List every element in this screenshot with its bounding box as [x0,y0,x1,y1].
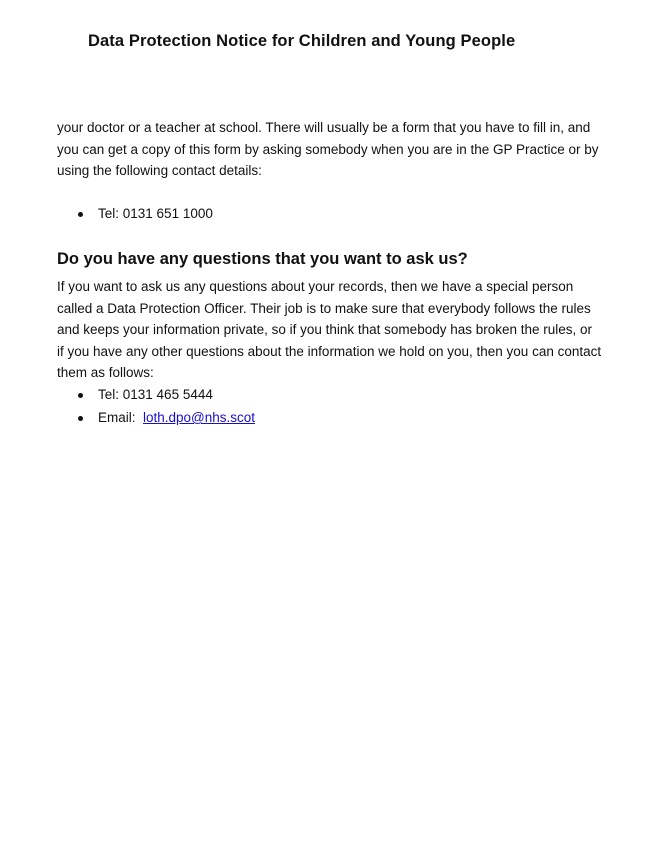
bullet-icon [78,212,83,217]
intro-paragraph: your doctor or a teacher at school. There will usually be a form that you have to fill in, and you can get a copy of this form by asking somebody when you are in the GP Practice or by using the following contact details: [57,120,599,178]
bullet-icon [78,393,83,398]
tel-label: Tel: [98,206,123,221]
contact-list-gp [76,204,213,227]
list-item [76,385,255,408]
tel-value: 0131 651 1000 [122,206,213,221]
list-item [76,408,255,431]
document-title: Data Protection Notice for Children and Young People [88,32,516,50]
questions-heading: Do you have any questions that you want to ask us? [57,250,468,268]
tel-label: Tel: [98,387,123,402]
list-item [76,204,213,227]
tel-value: 0131 465 5444 [122,387,213,402]
email-link[interactable]: loth.dpo@nhs.scot [143,410,256,425]
email-label: Email: [98,410,144,425]
contact-list-dpo [76,385,255,431]
bullet-icon [78,416,83,421]
questions-paragraph: If you want to ask us any questions about your records, then we have a special person called a Data Protection Officer. Their job is to make sure that everybody follows the rules and keeps your information private, so if you think that somebody has broken the rules, or if you have any other questions about the information we hold on you, then you can contact them as follows: [57,279,602,380]
